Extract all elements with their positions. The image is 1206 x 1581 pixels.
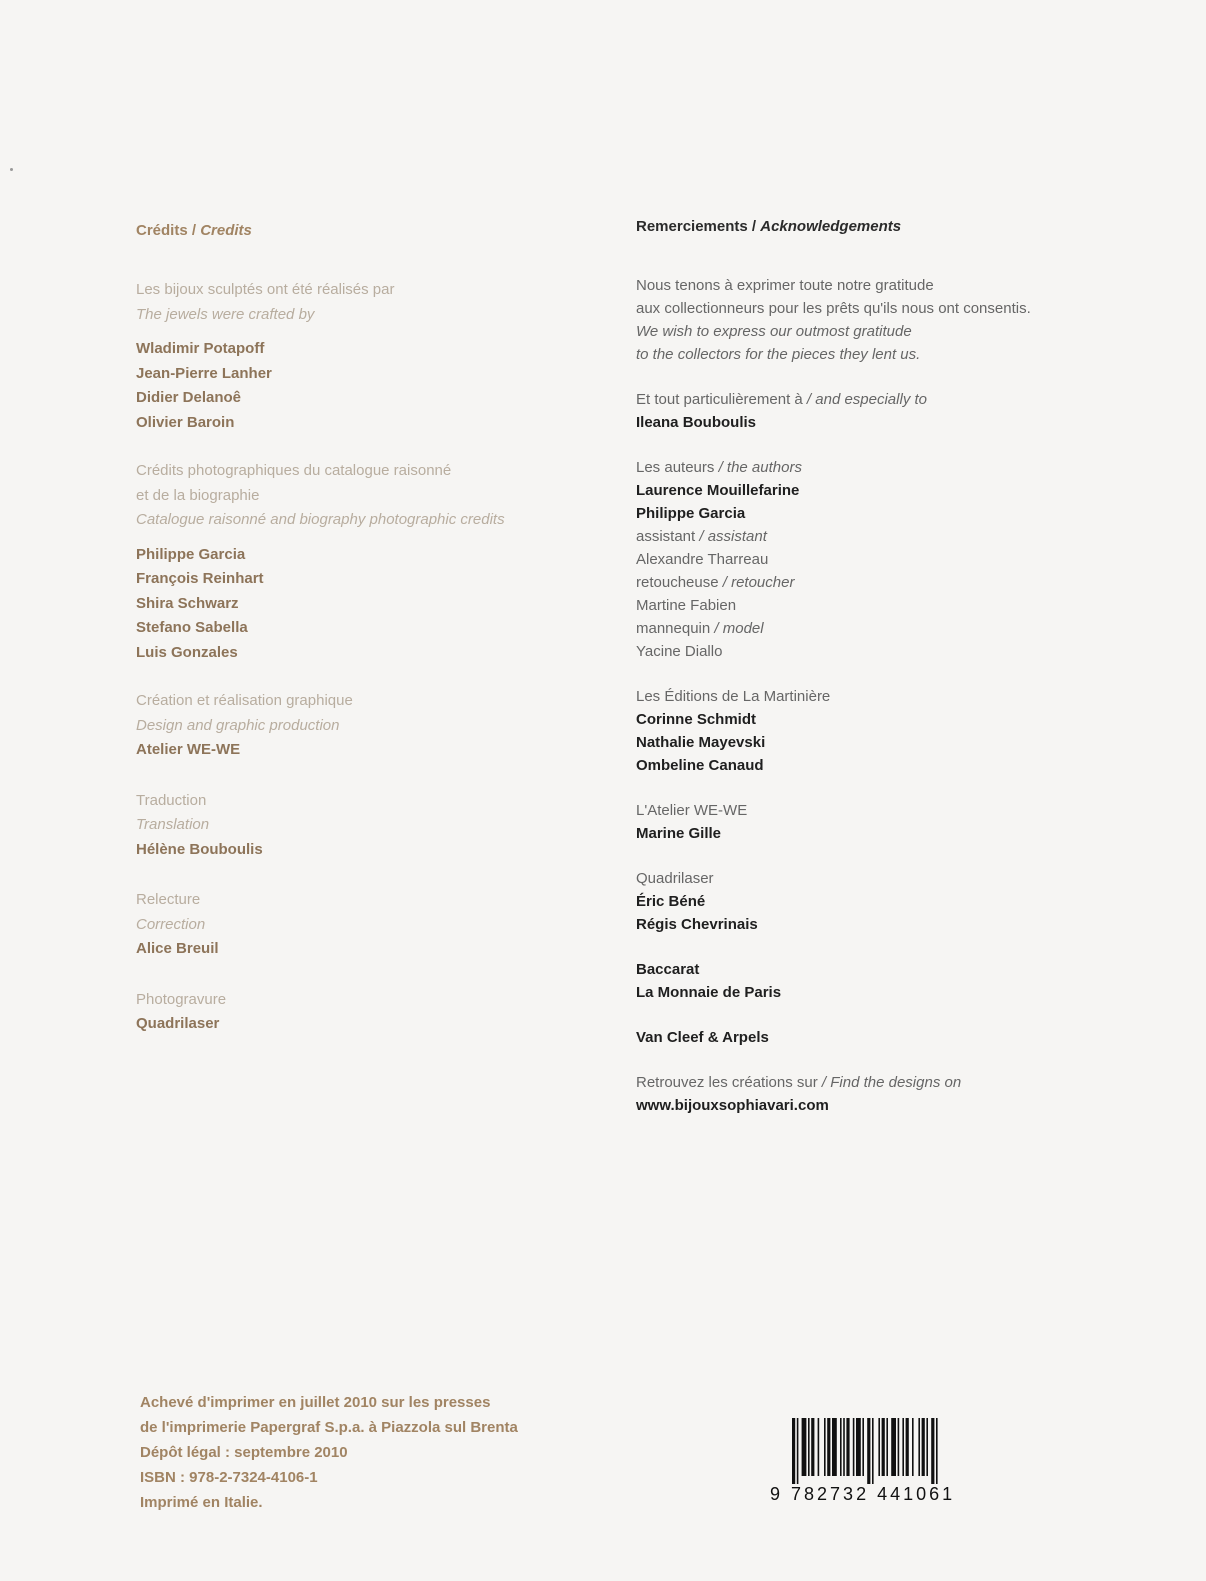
website-url: www.bijouxsophiavari.com — [636, 1097, 829, 1114]
credit-name: Shira Schwarz — [136, 594, 239, 612]
printing-imprint — [140, 1390, 600, 1515]
credit-name: Philippe Garcia — [136, 545, 246, 563]
credit-name: Stefano Sabella — [136, 619, 248, 636]
thanked-name: Marine Gille — [636, 825, 722, 842]
credit-name: Atelier WE-WE — [136, 741, 241, 758]
barcode-digits: 9 782732 441061 — [770, 1484, 956, 1504]
thanked-name: Yacine Diallo — [636, 643, 723, 660]
translation-label-en: Translation — [136, 816, 210, 833]
thanked-name: Corinne Schmidt — [636, 711, 757, 728]
quadrilaser-label: Quadrilaser — [636, 870, 714, 887]
especially-label — [636, 388, 1156, 411]
imprint-line: Achevé d'imprimer en juillet 2010 sur les presses — [140, 1394, 491, 1411]
assistant-label-en: / assistant — [699, 528, 767, 545]
retoucher-label-fr: retoucheuse — [636, 574, 723, 591]
photo-label-fr: Crédits photographiques du catalogue raisonné — [136, 462, 452, 479]
credit-name: Jean-Pierre Lanher — [136, 364, 272, 382]
especially-block — [636, 388, 1156, 434]
website-block — [636, 1071, 1156, 1117]
credit-name: Wladimir Potapoff — [136, 340, 265, 357]
imprint-line: Dépôt légal : septembre 2010 — [140, 1444, 348, 1461]
barcode-icon — [770, 1418, 982, 1484]
assistant-label-fr: assistant — [636, 528, 700, 545]
find-designs-label-en: / Find the designs on — [821, 1074, 962, 1091]
retoucher-label — [636, 571, 1156, 594]
company-block-2 — [636, 1026, 1156, 1049]
companies-block — [636, 958, 1156, 1004]
find-designs-label — [636, 1071, 1156, 1094]
authors-label — [636, 456, 1156, 479]
acknowledgements-heading — [636, 216, 1156, 238]
heading-separator: / — [187, 222, 201, 239]
assistant-label — [636, 525, 1156, 548]
thanked-name: Philippe Garcia — [636, 505, 746, 522]
gratitude-text-en: to the collectors for the pieces they lent us. — [636, 346, 921, 363]
gratitude-text-en: We wish to express our outmost gratitude — [636, 323, 912, 340]
photo-credits — [136, 459, 576, 665]
especially-label-fr: Et tout particulièrement à — [636, 391, 807, 408]
jewels-credits — [136, 278, 576, 435]
photoengraving-label-fr: Photogravure — [136, 990, 227, 1008]
isbn-line: ISBN : 978-2-7324-4106-1 — [140, 1469, 318, 1486]
credit-name: Olivier Baroin — [136, 413, 235, 431]
thanked-name: Ombeline Canaud — [636, 757, 764, 774]
find-designs-label-fr: Retrouvez les créations sur — [636, 1074, 822, 1091]
design-credits — [136, 689, 576, 763]
translation-label-fr: Traduction — [136, 791, 207, 809]
jewels-label-fr: Les bijoux sculptés ont été réalisés par — [136, 281, 395, 298]
jewels-label-en: The jewels were crafted by — [136, 305, 315, 323]
retoucher-label-en: / retoucher — [722, 574, 795, 591]
thanked-name: Régis Chevrinais — [636, 916, 758, 933]
credit-name: Hélène Bouboulis — [136, 840, 263, 858]
thanked-name: Ileana Bouboulis — [636, 414, 757, 431]
proofreading-credits — [136, 888, 576, 962]
especially-label-en: / and especially to — [806, 391, 927, 408]
authors-label-en: / the authors — [718, 459, 802, 476]
scan-mark — [10, 168, 13, 171]
credits-column — [136, 220, 576, 1037]
atelier-label: L'Atelier WE-WE — [636, 802, 748, 819]
model-label-en: / model — [714, 620, 764, 637]
thanked-name: Martine Fabien — [636, 597, 737, 614]
credit-name: Luis Gonzales — [136, 643, 238, 661]
publisher-block — [636, 685, 1156, 777]
heading-separator: / — [747, 218, 761, 235]
design-label-en: Design and graphic production — [136, 716, 340, 734]
translation-credits — [136, 789, 576, 863]
authors-block — [636, 456, 1156, 663]
publisher-label: Les Éditions de La Martinière — [636, 688, 831, 705]
acknowledgements-heading-fr: Remerciements — [636, 218, 748, 235]
credit-name: Didier Delanoê — [136, 389, 242, 406]
acknowledgements-heading-en: Acknowledgements — [760, 218, 902, 235]
model-label-fr: mannequin — [636, 620, 715, 637]
imprint-line: Imprimé en Italie. — [140, 1494, 263, 1511]
company-name: Van Cleef & Arpels — [636, 1029, 769, 1046]
gratitude-block — [636, 274, 1156, 366]
credit-name: Quadrilaser — [136, 1015, 220, 1032]
credit-name: François Reinhart — [136, 570, 264, 587]
quadrilaser-block — [636, 867, 1156, 936]
design-label-fr: Création et réalisation graphique — [136, 692, 353, 709]
credits-heading-fr: Crédits — [136, 222, 188, 239]
credit-name: Alice Breuil — [136, 940, 219, 957]
proofreading-label-fr: Relecture — [136, 891, 201, 908]
acknowledgements-column — [636, 216, 1156, 1117]
thanked-name: Alexandre Tharreau — [636, 551, 769, 568]
proofreading-label-en: Correction — [136, 915, 206, 933]
photo-label-fr: et de la biographie — [136, 486, 260, 504]
authors-label-fr: Les auteurs — [636, 459, 719, 476]
credits-heading-en: Credits — [200, 222, 252, 239]
atelier-block — [636, 799, 1156, 845]
company-name: La Monnaie de Paris — [636, 984, 782, 1001]
photo-label-en: Catalogue raisonné and biography photographic credits — [136, 511, 505, 528]
thanked-name: Nathalie Mayevski — [636, 734, 766, 751]
thanked-name: Laurence Mouillefarine — [636, 482, 800, 499]
company-name: Baccarat — [636, 961, 700, 978]
model-label — [636, 617, 1156, 640]
gratitude-text-fr: aux collectionneurs pour les prêts qu'ils nous ont consentis. — [636, 300, 1031, 317]
photoengraving-credits — [136, 988, 576, 1037]
imprint-line: de l'imprimerie Papergraf S.p.a. à Piazzola sul Brenta — [140, 1419, 518, 1436]
credits-heading — [136, 220, 576, 242]
isbn-barcode — [770, 1418, 982, 1510]
gratitude-text-fr: Nous tenons à exprimer toute notre gratitude — [636, 277, 934, 294]
thanked-name: Éric Béné — [636, 893, 706, 910]
